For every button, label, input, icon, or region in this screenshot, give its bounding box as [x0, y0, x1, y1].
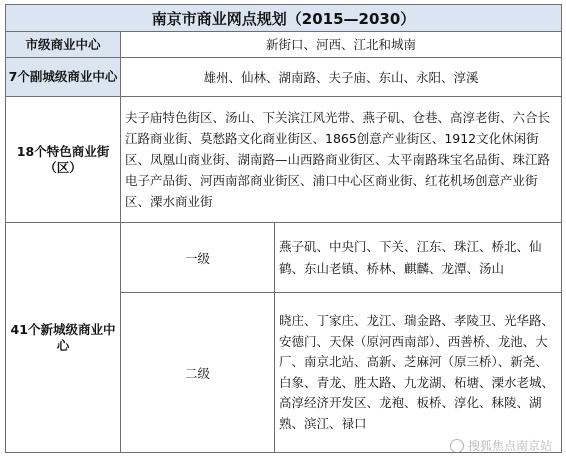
- planning-table: [5, 4, 562, 453]
- table-row: [6, 32, 562, 58]
- row-header-new-centers: 41个新城级商业中心: [6, 223, 121, 453]
- row-header-city-center: 市级商业中心: [6, 32, 121, 58]
- level-one-label: 一级: [121, 223, 275, 293]
- watermark-logo-icon: [450, 439, 464, 453]
- watermark: [450, 437, 552, 454]
- document-table-container: [5, 4, 561, 456]
- sub-centers-value: 雄州、仙林、湖南路、夫子庙、东山、永阳、淳溪: [121, 58, 562, 97]
- level-two-value: 晓庄、丁家庄、龙江、瑞金路、孝陵卫、光华路、安德门、天保（原河西南部）、西善桥、龙池、大厂、南京北站、高新、芝麻河（原三桥）、新尧、白象、青龙、胜太路、九龙湖、柘塘、溧水老城、高淳经济开发区、龙袍、板桥、淳化、秣陵、湖熟、滨江、禄口: [275, 293, 562, 453]
- level-two-label: 二级: [121, 293, 275, 453]
- table-row: [6, 58, 562, 97]
- row-header-sub-centers: 7个副城级商业中心: [6, 58, 121, 97]
- table-title: 南京市商业网点规划（2015—2030）: [6, 5, 562, 32]
- level-one-value: 燕子矶、中央门、下关、江东、珠江、桥北、仙鹤、东山老镇、桥林、麒麟、龙潭、汤山: [275, 223, 562, 293]
- city-center-value: 新街口、河西、江北和城南: [121, 32, 562, 58]
- table-row: [6, 223, 562, 293]
- streets-value: 夫子庙特色街区、汤山、下关滨江风光带、燕子矶、仓巷、高淳老街、六合长江路商业街、莫愁路文化商业街区、1865创意产业街区、1912文化休闲街区、凤凰山商业街、湖南路—山西路商业街区、太平南路珠宝名品街、珠江路电子产品街、河西南部商业街区、浦口中心区商业街、红花机场创意产业街区、溧水商业街: [121, 97, 562, 223]
- row-header-streets: 18个特色商业街（区）: [6, 97, 121, 223]
- watermark-text: 搜狐焦点南京站: [467, 439, 552, 453]
- table-row: [6, 97, 562, 223]
